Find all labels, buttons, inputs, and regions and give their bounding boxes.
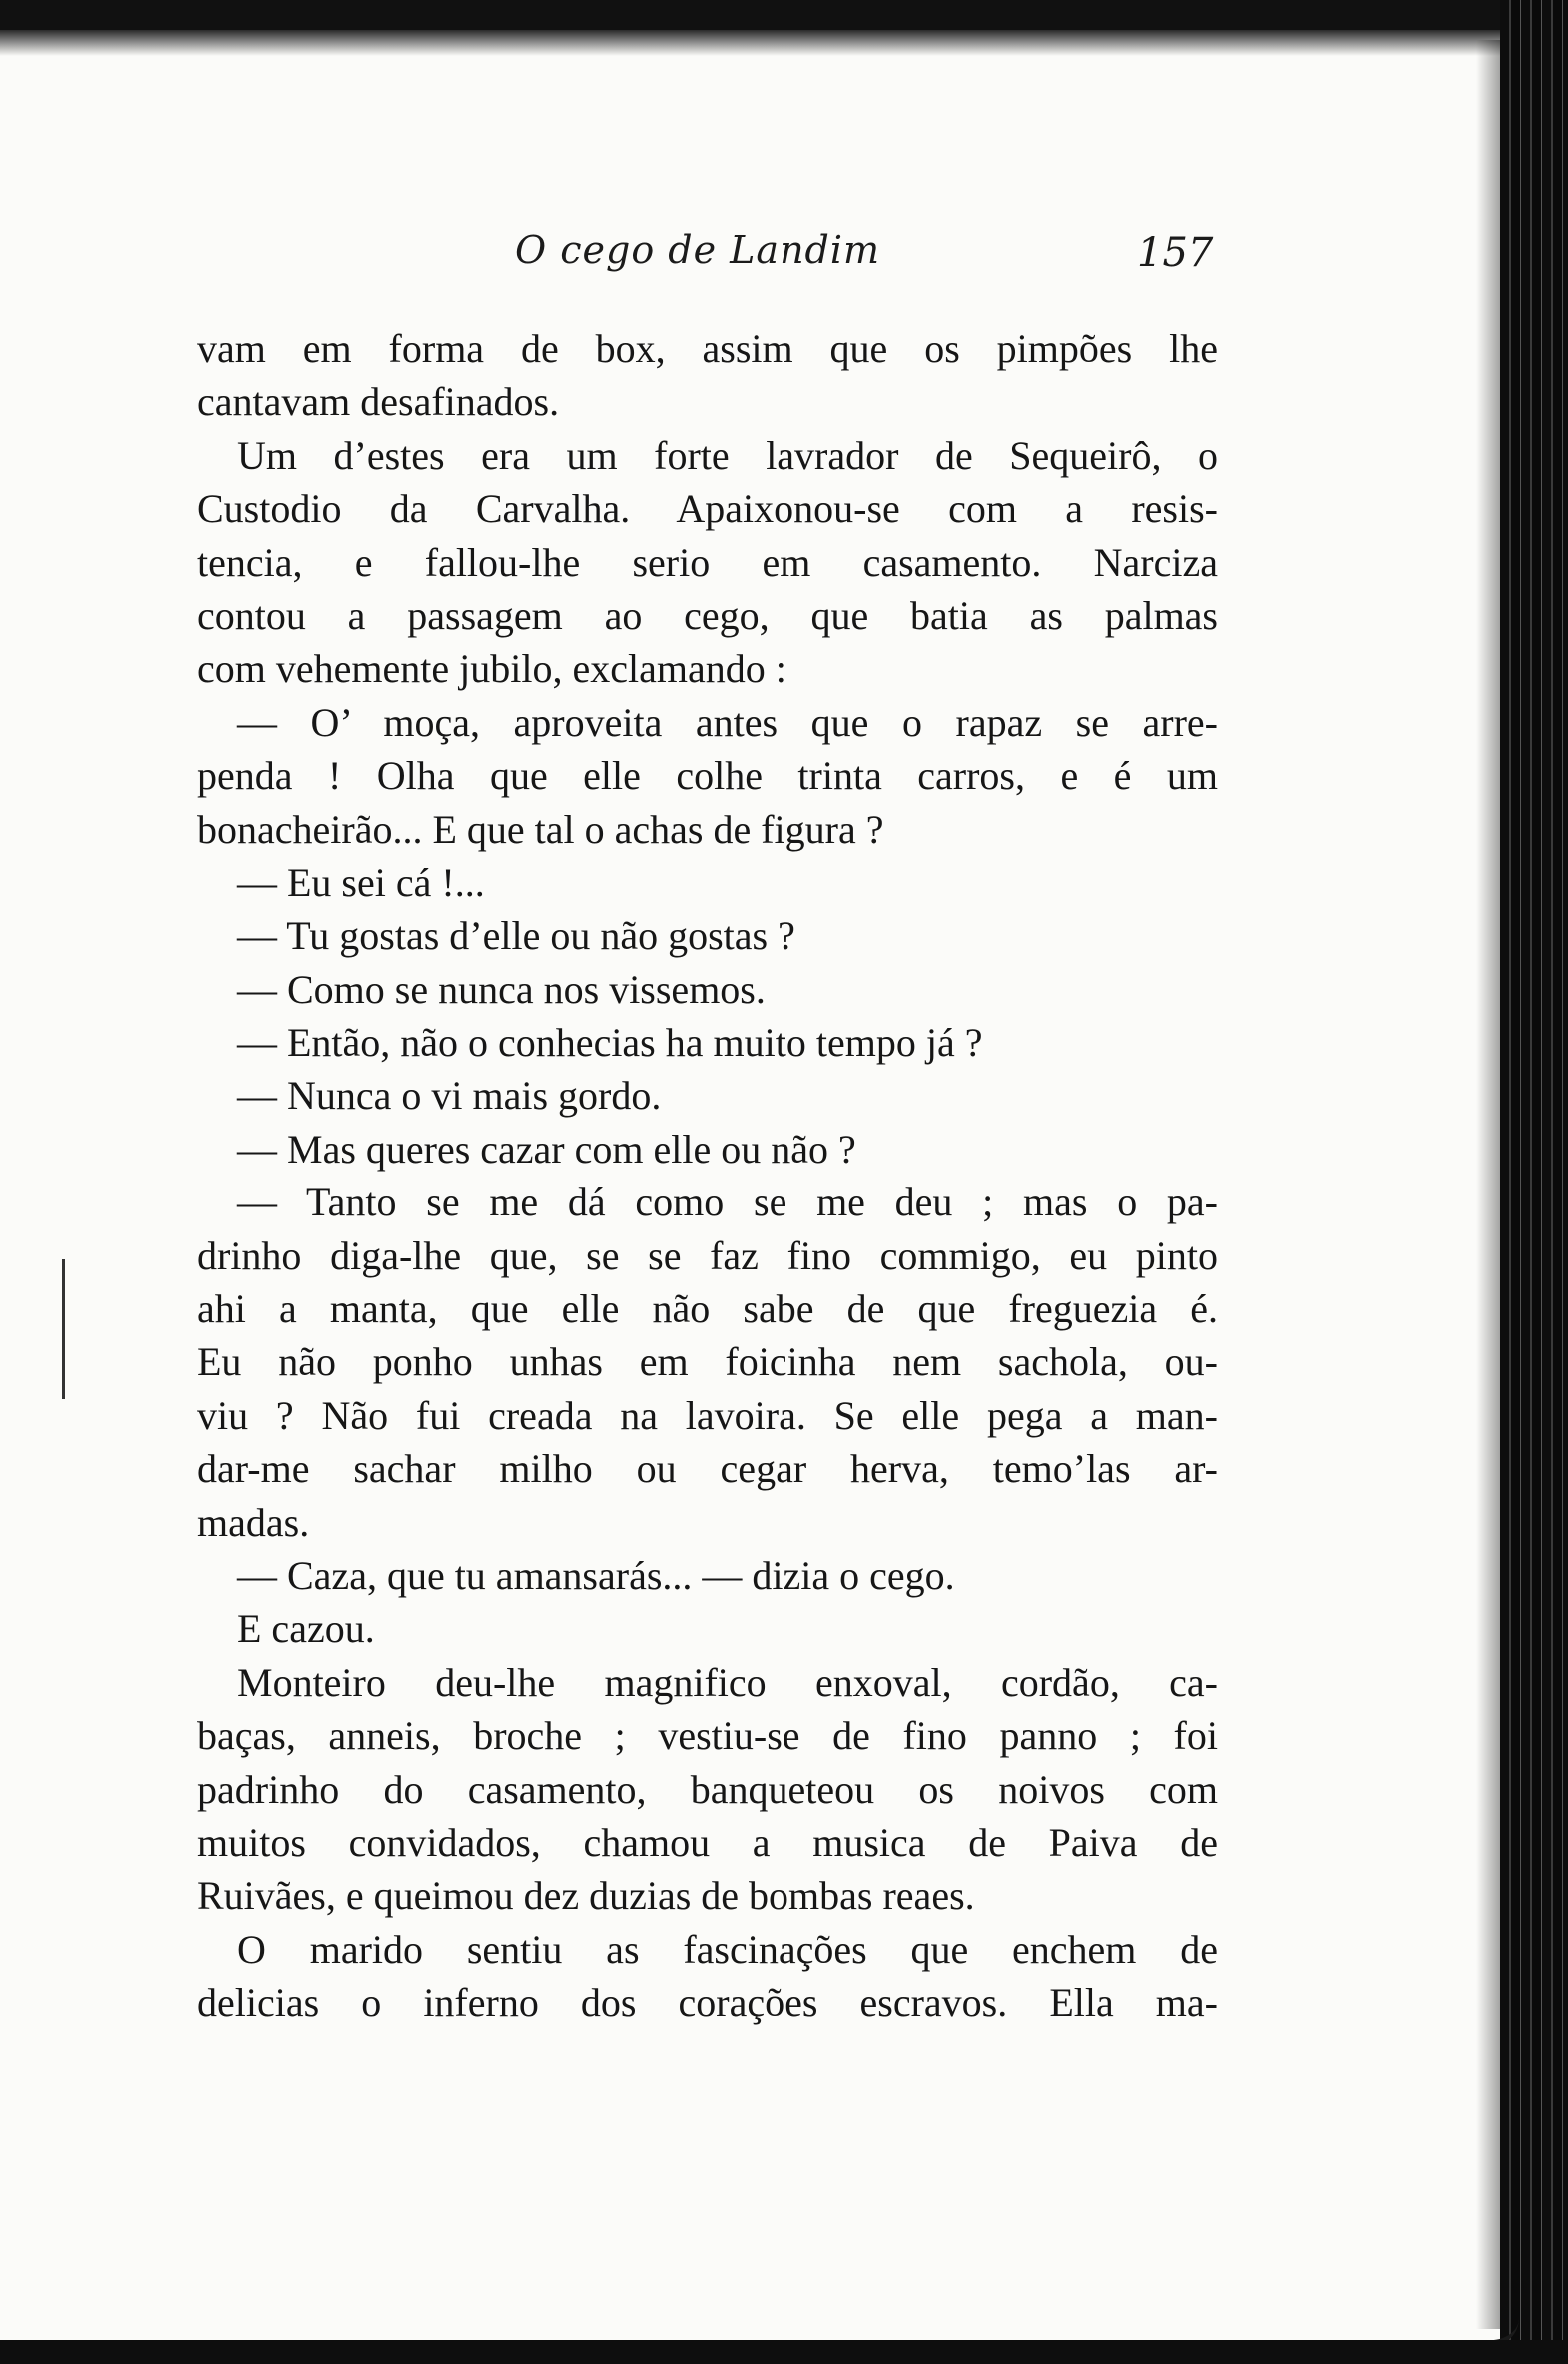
scan-edge-bottom [0,2340,1568,2364]
text-line: — Então, não o conhecias ha muito tempo já ? [237,1020,983,1066]
text-line: dar-me sachar milho ou cegar herva, temo’las ar- [197,1446,1218,1492]
text-line: penda ! Olha que elle colhe trinta carros, e é um [197,753,1218,799]
text-line: drinho diga-lhe que, se se faz fino commigo, eu pinto [197,1232,1218,1278]
text-line: — Caza, que tu amansarás... — dizia o cego. [237,1552,955,1598]
text-line: padrinho do casamento, banqueteou os noivos com [197,1766,1218,1812]
text-line: — Como se nunca nos vissemos. [237,966,766,1012]
scan-edge-right [1500,0,1568,2364]
text-line: — Tu gostas d’elle ou não gostas ? [237,913,795,959]
body-text [197,322,1218,2030]
text-line: contou a passagem ao cego, que batia as palmas [197,592,1218,638]
text-line: O marido sentiu as fascinações que enchem de [237,1926,1218,1972]
text-line: cantavam desafinados. [197,379,560,425]
text-line: bonacheirão... E que tal o achas de figura ? [197,806,884,852]
text-line: — Nunca o vi mais gordo. [237,1073,662,1119]
text-line: vam em forma de box, assim que os pimpões lhe [197,326,1218,371]
text-line: baças, anneis, broche ; vestiu-se de fino panno ; foi [197,1713,1218,1759]
text-line: — Mas queres cazar com elle ou não ? [237,1126,856,1172]
running-title: O cego de Landim [515,228,881,272]
page-header [0,228,1568,288]
page-gutter-shadow [1476,40,1500,2329]
text-line: Ruivães, e queimou dez duzias de bombas reaes. [197,1873,975,1919]
text-line: E cazou. [237,1606,375,1652]
text-line: Custodio da Carvalha. Apaixonou-se com a resis- [197,486,1218,532]
text-line: tencia, e fallou-lhe serio em casamento. Narciza [197,539,1218,585]
text-line: — O’ moça, aproveita antes que o rapaz se arre- [237,699,1218,745]
text-line: ahi a manta, que elle não sabe de que freguezia é. [197,1286,1218,1332]
text-line: Eu não ponho unhas em foicinha nem sachola, ou- [197,1339,1218,1385]
scan-edge-top-shadow [0,30,1568,56]
margin-mark [62,1259,65,1399]
text-line: delicias o inferno dos corações escravos. Ella ma- [197,1980,1218,2026]
text-line: madas. [197,1499,310,1545]
text-line: Um d’estes era um forte lavrador de Sequeirô, o [237,432,1218,478]
scan-edge-top [0,0,1568,30]
text-line: com vehemente jubilo, exclamando : [197,646,786,692]
page-number: 157 [1137,230,1214,276]
text-line: muitos convidados, chamou a musica de Paiva de [197,1819,1218,1865]
text-line: Monteiro deu-lhe magnifico enxoval, cordão, ca- [237,1659,1218,1705]
text-line: — Tanto se me dá como se me deu ; mas o pa- [237,1180,1218,1225]
text-line: — Eu sei cá !... [237,859,485,905]
text-line: viu ? Não fui creada na lavoira. Se elle pega a man- [197,1392,1218,1438]
